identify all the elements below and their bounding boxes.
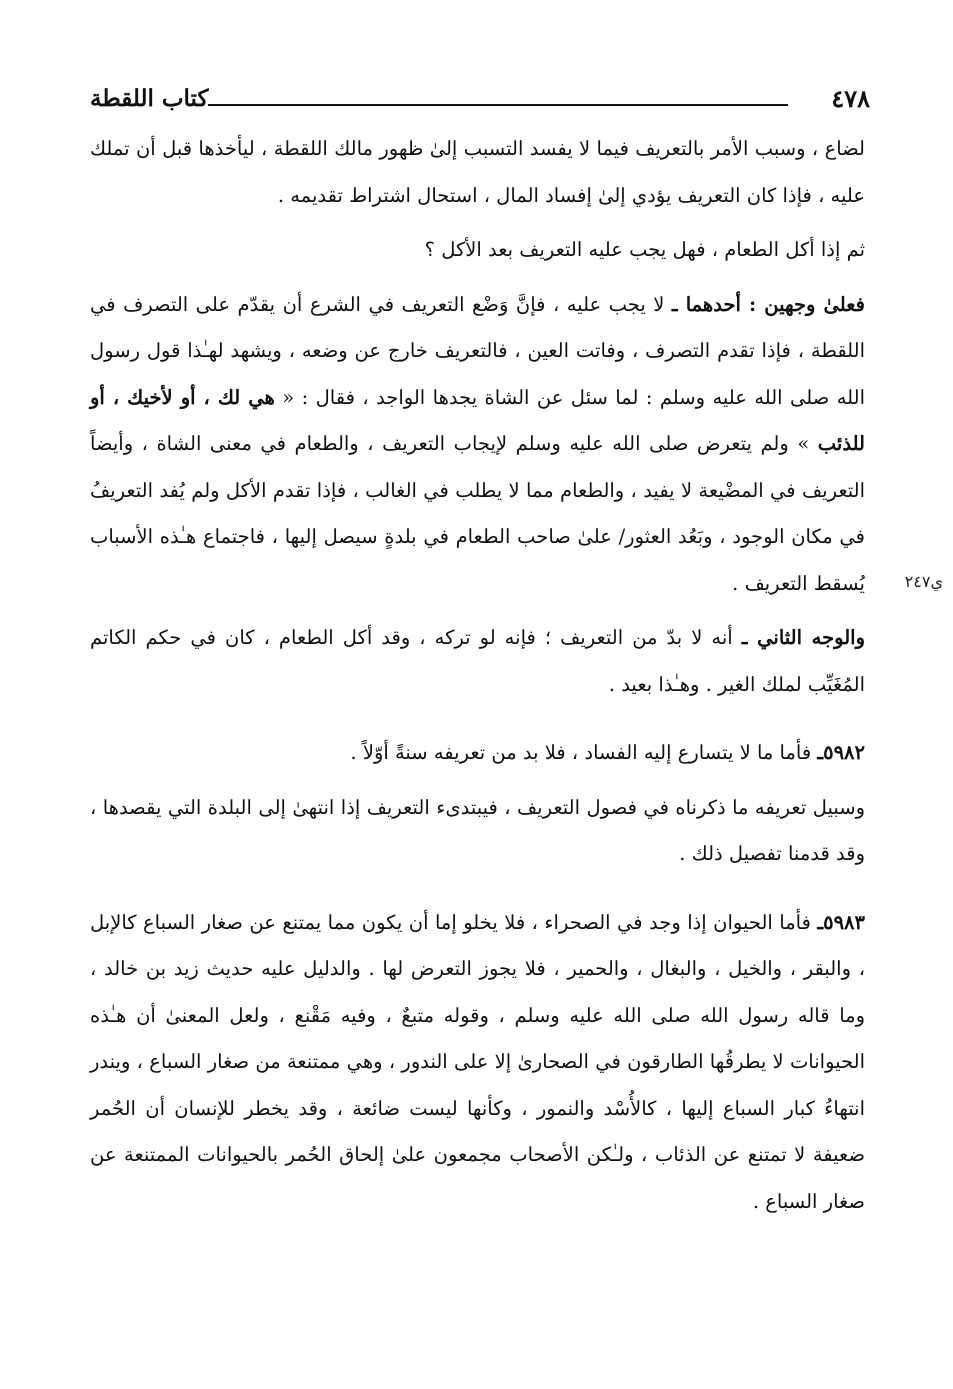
first-view-label: أحدهما ـ <box>671 292 741 316</box>
paragraph-4-text: أنه لا بدّ من التعريف ؛ فإنه لو تركه ، وقد أكل الطعام ، كان في حكم الكاتم المُغَيِّب لملك الغير . وهـٰذا بعيد . <box>90 626 865 696</box>
paragraph-6: وسبيل تعريفه ما ذكرناه في فصول التعريف ، فيبتدىء التعريف إذا انتهىٰ إلى البلدة التي يقصدها ، وقد قدمنا تفصيل ذلك . <box>90 795 865 865</box>
spacer <box>90 886 865 900</box>
section-5982-text: فأما ما لا يتسارع إليه الفساد ، فلا بد من تعريفه سنةً أوّلاً . <box>350 741 818 764</box>
margin-reference: ي٢٤٧ <box>904 572 943 591</box>
paragraph-3-text: لا يجب عليه ، فإنَّ وَضْع التعريف في الشرع أن يقدّم على التصرف في اللقطة ، فإذا تقدم التصرف ، وفاتت العين ، فالتعريف خارج عن وضعه ، ويشهد لهـٰذا قول رسول الله صلى الله عليه وسلم : لما سئل عن الشاة يجدها الواجد ، فقال : « <box>90 292 865 409</box>
book-title: كتاب اللقطة <box>90 85 209 112</box>
header-rule <box>208 104 788 106</box>
paragraph-3-rest: » ولم يتعرض صلى الله عليه وسلم لإيجاب التعريف ، والطعام في معنى الشاة ، وأيضاً التعريف في المضْيعة لا يفيد ، والطعام مما لا يطلب في الغالب ، فإذا تقدم الأكل ولم يُفد التعريفُ في مكان الوجود ، وبَعُد العثور/ علىٰ صاحب الطعام في بلدةٍ سيصل إليها ، فاجتماع هـٰذه الأسباب يُسقط التعريف . <box>90 432 865 595</box>
paragraph-3-lead: فعلىٰ وجهين : <box>740 292 865 316</box>
page-number: ٤٧٨ <box>831 84 870 113</box>
hadith-quote: هي لك ، أو لأخيك ، أو للذئب <box>90 385 865 455</box>
paragraph-1: لضاع ، وسبب الأمر بالتعريف فيما لا يفسد التسبب إلىٰ ظهور مالك اللقطة ، ليأخذها قبل أن تملك عليه ، فإذا كان التعريف يؤدي إلىٰ إفساد المال ، استحال اشتراط تقديمه . <box>90 137 865 207</box>
section-5982 <box>90 730 865 777</box>
second-view-label: والوجه الثاني ـ <box>741 626 865 649</box>
section-5983-text: فأما الحيوان إذا وجد في الصحراء ، فلا يخلو إما أن يكون مما يمتنع عن صغار السباع كالإبل ، والبقر ، والخيل ، والبغال ، والحمير ، فلا يجوز التعرض لها . والدليل عليه حديث زيد بن خالد ، وما قاله رسول الله صلى الله عليه وسلم ، وقوله متبعٌ ، وفيه مَقْنع ، ولعل المعنىٰ أن هـٰذه الحيوانات لا يطرقُها الطارقون في الصحارىٰ إلا على الندور ، وهي ممتنعة من صغار السباع ، ويندر انتهاءُ كبار السباع إليها ، كالأُسْد والنمور ، وكأنها ليست ضائعة ، وقد يخطر للإنسان أن الحُمر ضعيفة لا تمتنع عن الذئاب ، ولـٰكن الأصحاب مجمعون علىٰ إلحاق الحُمر بالحيوانات الممتنعة عن صغار السباع . <box>90 910 865 1213</box>
paragraph-4 <box>90 615 865 708</box>
section-number-5983: ٥٩٨٣ـ <box>817 910 865 934</box>
section-number-5982: ٥٩٨٢ـ <box>817 741 865 764</box>
main-text <box>90 126 865 1233</box>
paragraph-2: ثم إذا أكل الطعام ، فهل يجب عليه التعريف بعد الأكل ؟ <box>424 238 865 261</box>
page-header <box>90 84 870 118</box>
paragraph-3 <box>90 282 865 608</box>
spacer <box>90 716 865 730</box>
section-5983 <box>90 900 865 1226</box>
